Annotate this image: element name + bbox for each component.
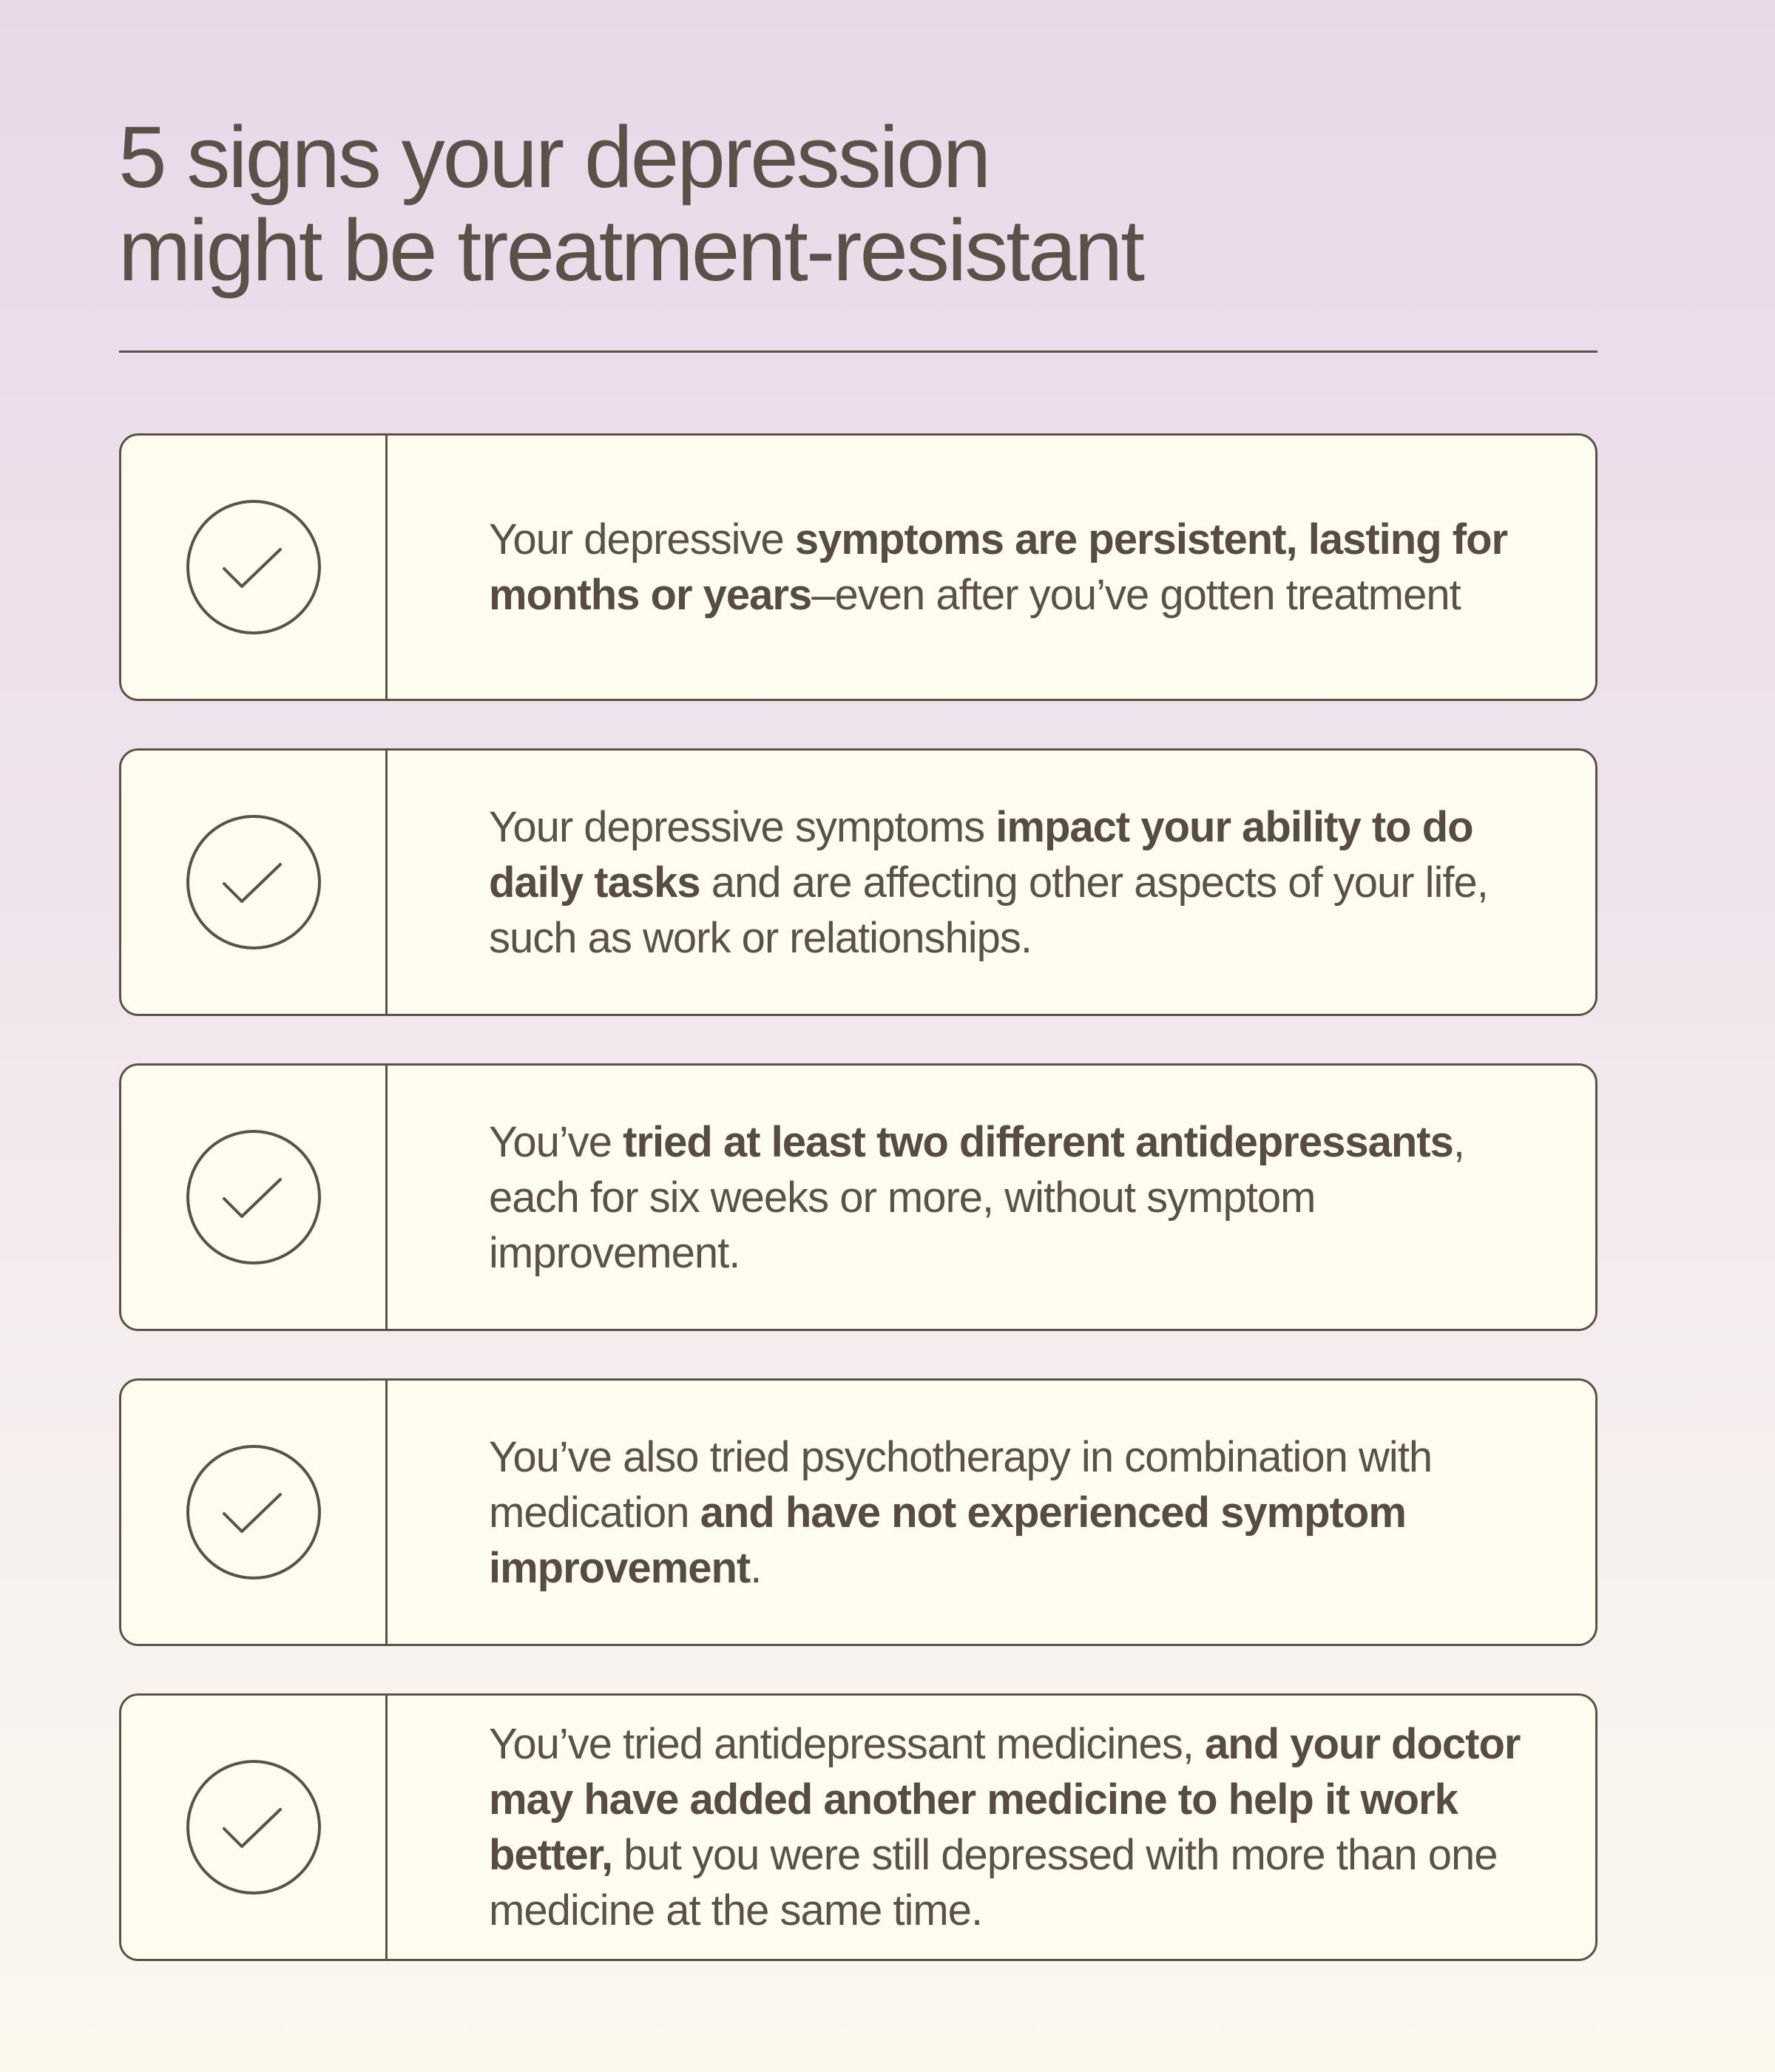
sign-text-regular: You’ve tried antidepressant medicines, xyxy=(489,1720,1206,1768)
sign-text-emphasis: and your doctor may have added another medicine to help it work better, xyxy=(489,1720,1521,1879)
sign-text-regular: –even after you’ve gotten treatment xyxy=(811,571,1461,619)
sign-text-regular: You’ve also tried psychotherapy in combination with medication xyxy=(489,1432,1433,1537)
sign-icon-cell xyxy=(121,1066,388,1329)
sign-card-4 xyxy=(119,1378,1598,1646)
sign-icon-cell xyxy=(121,1696,388,1959)
page-title-line-1: 5 signs your depression xyxy=(118,109,990,206)
sign-text-regular: . xyxy=(750,1543,762,1592)
sign-text-emphasis: symptoms are persistent, lasting for months or years xyxy=(489,515,1508,619)
sign-text-regular: , each for six weeks or more, without symptom improvement. xyxy=(489,1117,1464,1277)
sign-text-regular: You’ve xyxy=(489,1117,623,1166)
check-circle-icon xyxy=(186,1444,322,1580)
sign-icon-cell xyxy=(121,751,388,1014)
check-circle-icon xyxy=(186,1129,322,1265)
sign-text xyxy=(489,1114,1551,1281)
sign-text xyxy=(489,512,1551,623)
sign-text xyxy=(489,799,1551,966)
sign-card-1 xyxy=(119,433,1598,701)
sign-text xyxy=(489,1716,1551,1938)
sign-text-emphasis: impact your ability to do daily tasks xyxy=(489,802,1473,907)
sign-text-emphasis: tried at least two different antidepressants xyxy=(623,1117,1453,1166)
page-title xyxy=(118,111,1598,297)
sign-icon-cell xyxy=(121,436,388,699)
check-circle-icon xyxy=(186,499,322,635)
signs-list xyxy=(119,433,1598,2008)
sign-card-5 xyxy=(119,1693,1598,1961)
sign-text-regular: but you were still depressed with more than one medicine at the same time. xyxy=(489,1831,1498,1934)
title-divider xyxy=(119,351,1598,353)
sign-text-regular: Your depressive symptoms xyxy=(489,802,996,851)
sign-text-cell xyxy=(388,1696,1595,1959)
sign-text-emphasis: and have not experienced symptom improvement xyxy=(489,1488,1406,1592)
sign-icon-cell xyxy=(121,1381,388,1644)
sign-text-regular: and are affecting other aspects of your life, such as work or relationships. xyxy=(489,858,1488,962)
sign-card-3 xyxy=(119,1063,1598,1331)
sign-text-regular: Your depressive xyxy=(489,515,795,563)
page-title-line-2: might be treatment-resistant xyxy=(118,202,1143,299)
sign-card-2 xyxy=(119,748,1598,1016)
sign-text-cell xyxy=(388,751,1595,1014)
check-circle-icon xyxy=(186,814,322,950)
sign-text xyxy=(489,1429,1551,1596)
sign-text-cell xyxy=(388,436,1595,699)
sign-text-cell xyxy=(388,1066,1595,1329)
check-circle-icon xyxy=(186,1759,322,1895)
sign-text-cell xyxy=(388,1381,1595,1644)
